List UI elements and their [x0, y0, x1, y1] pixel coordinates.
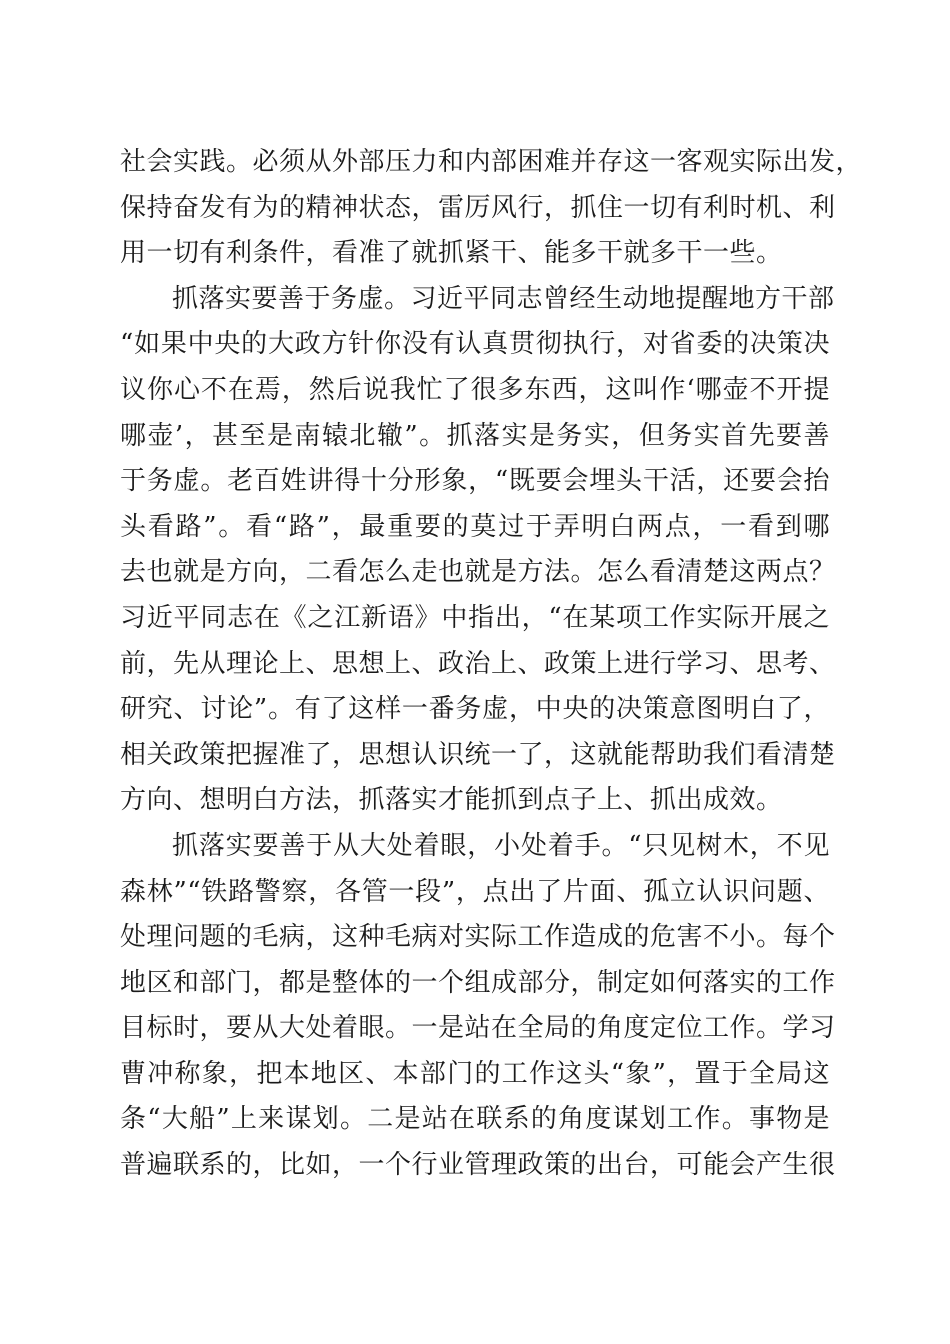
text-line: 地区和部门，都是整体的一个组成部分，制定如何落实的工作 — [120, 967, 836, 998]
text-line: 习近平同志在《之江新语》中指出，“在某项工作实际开展之 — [120, 602, 830, 633]
text-line: 目标时，要从大处着眼。一是站在全局的角度定位工作。学习 — [120, 1013, 836, 1044]
paragraph-first-line: 抓落实要善于务虚。习近平同志曾经生动地提醒地方干部 — [172, 283, 835, 314]
text-line: 森林”“铁路警察，各管一段”，点出了片面、孤立认识问题、 — [120, 876, 830, 907]
text-line: 议你心不在焉，然后说我忙了很多东西，这叫作‘哪壶不开提 — [120, 374, 830, 405]
text-line: 普遍联系的，比如，一个行业管理政策的出台，可能会产生很 — [120, 1150, 836, 1181]
text-line: 去也就是方向，二看怎么走也就是方法。怎么看清楚这两点？ — [120, 557, 836, 588]
text-line: “如果中央的大政方针你没有认真贯彻执行，对省委的决策决 — [120, 329, 830, 360]
text-line: 方向、想明白方法，抓落实才能抓到点子上、抓出成效。 — [120, 785, 783, 816]
text-line: 用一切有利条件，看准了就抓紧干、能多干就多干一些。 — [120, 238, 783, 269]
text-line: 条“大船”上来谋划。二是站在联系的角度谋划工作。事物是 — [120, 1104, 830, 1135]
text-line: 头看路”。看“路”，最重要的莫过于弄明白两点，一看到哪 — [120, 511, 830, 542]
text-line: 前，先从理论上、思想上、政治上、政策上进行学习、思考、 — [120, 648, 836, 679]
text-line: 保持奋发有为的精神状态，雷厉风行，抓住一切有利时机、利 — [120, 192, 836, 223]
text-line: 哪壶’，甚至是南辕北辙”。抓落实是务实，但务实首先要善 — [120, 420, 830, 451]
text-line: 于务虚。老百姓讲得十分形象，“既要会埋头干活，还要会抬 — [120, 466, 830, 497]
text-line: 社会实践。必须从外部压力和内部困难并存这一客观实际出发， — [120, 147, 863, 177]
paragraph-first-line: 抓落实要善于从大处着眼，小处着手。“只见树木，不见 — [172, 830, 830, 861]
text-line: 研究、讨论”。有了这样一番务虚，中央的决策意图明白了， — [120, 694, 830, 725]
text-line: 曹冲称象，把本地区、本部门的工作这头“象”，置于全局这 — [120, 1058, 830, 1089]
document-body — [120, 140, 863, 1189]
text-line: 处理问题的毛病，这种毛病对实际工作造成的危害不小。每个 — [120, 922, 836, 953]
text-line: 相关政策把握准了，思想认识统一了，这就能帮助我们看清楚 — [120, 739, 836, 770]
